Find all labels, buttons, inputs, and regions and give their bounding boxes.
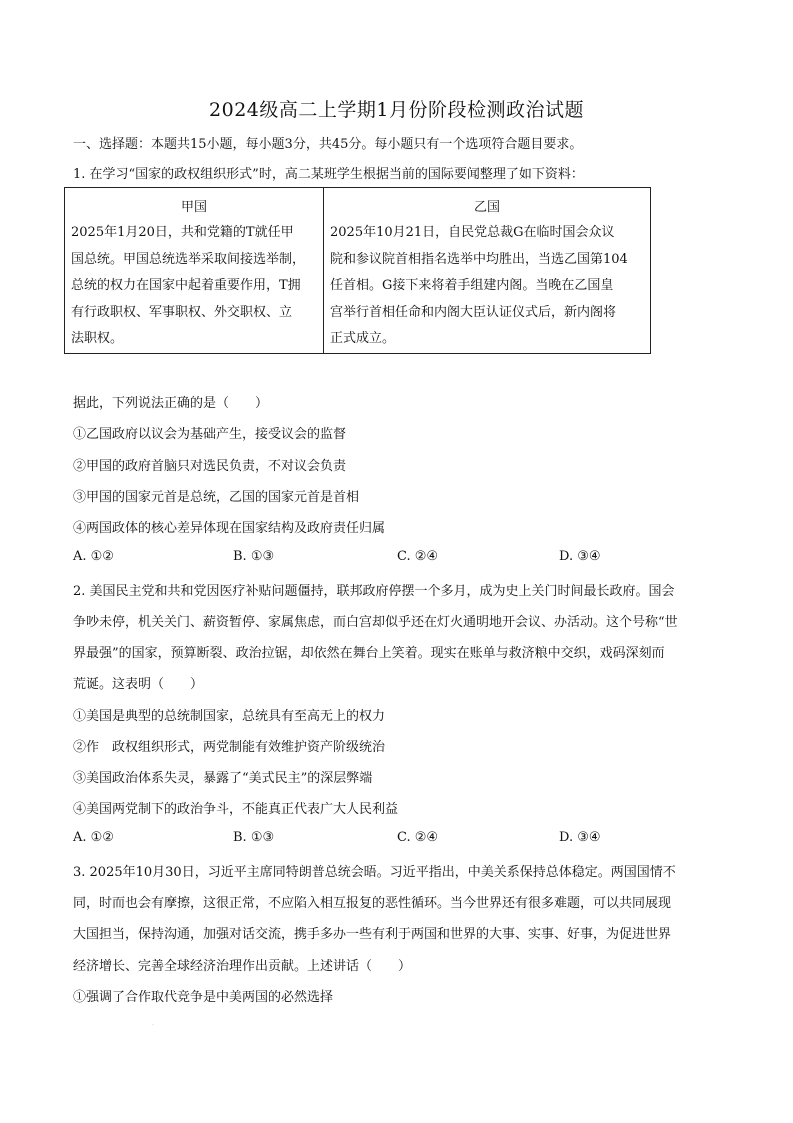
table-text-line: 正式成立。 xyxy=(330,331,396,346)
q2-stem-line: 荒诞。这表明（ ） xyxy=(73,677,204,692)
q2-statement-2: ②作 政权组织形式，两党制能有效维护资产阶级统治 xyxy=(73,740,386,755)
option-d[interactable]: D. ③④ xyxy=(559,549,601,564)
table-text-line: 任首相。G接下来将着手组建内阁。当晚在乙国皇 xyxy=(330,278,614,293)
q1-statement-1: ①乙国政府以议会为基础产生，接受议会的监督 xyxy=(73,427,347,442)
table-text-line: 宫举行首相任命和内阁大臣认证仪式后，新内阁将 xyxy=(330,304,617,320)
option-b[interactable]: B. ①③ xyxy=(233,549,275,564)
q3-stem-line: 经济增长、完善全球经济治理作出贡献。上述讲话（ ） xyxy=(73,959,412,974)
q2-stem-line: 2. 美国民主党和共和党因医疗补贴问题僵持，联邦政府停摆一个多月，成为史上关门时间最长政府。国会 xyxy=(73,584,675,599)
option-a[interactable]: A. ①② xyxy=(73,549,114,564)
table-cell-country-b xyxy=(324,188,651,354)
option-a[interactable]: A. ①② xyxy=(73,830,114,845)
q1-question: 据此，下列说法正确的是（ ） xyxy=(73,396,269,411)
option-d[interactable]: D. ③④ xyxy=(559,830,601,845)
table-text-line: 总统的权力在国家中起着重要作用，T拥 xyxy=(71,278,301,293)
q2-statement-3: ③美国政治体系失灵，暴露了“美式民主”的深层弊端 xyxy=(73,771,373,786)
q2-stem-line: 界最强”的国家，预算断裂、政治拉锯，却依然在舞台上笑着。现实在账单与救济粮中交织，戏码深刻而 xyxy=(73,646,665,661)
option-b[interactable]: B. ①③ xyxy=(233,830,275,845)
q2-statement-1: ①美国是典型的总统制国家，总统具有至高无上的权力 xyxy=(73,709,386,724)
q3-stem-line: 3. 2025年10月30日，习近平主席同特朗普总统会晤。习近平指出，中美关系保持总体稳定。两国国情不 xyxy=(73,865,676,880)
q1-statement-2: ②甲国的政府首脑只对选民负责，不对议会负责 xyxy=(73,459,347,474)
q3-stem-line: 大国担当，保持沟通，加强对话交流，携手多办一些有利于两国和世界的大事、实事、好事，为促进世界 xyxy=(73,927,672,942)
table-header-country-b: 乙国 xyxy=(473,200,500,215)
table-text-line: 2025年10月21日，自民党总裁G在临时国会众议 xyxy=(330,225,615,240)
page-speck: · xyxy=(152,1022,154,1029)
page-title: 2024级高二上学期1月份阶段检测政治试题 xyxy=(209,99,584,121)
table-text-line: 法职权。 xyxy=(71,331,124,346)
option-c[interactable]: C. ②④ xyxy=(397,549,439,564)
q2-stem-line: 争吵未停，机关关门、薪资暂停、家属焦虑，而白宫却似乎还在灯火通明地开会议、办活动。这个号称“世 xyxy=(73,615,678,630)
q3-statement-1: ①强调了合作取代竞争是中美两国的必然选择 xyxy=(73,990,334,1005)
q1-statement-4: ④两国政体的核心差异体现在国家结构及政府责任归属 xyxy=(73,521,386,536)
table-text-line: 国总统。甲国总统选举采取间接选举制， xyxy=(71,251,306,267)
option-c[interactable]: C. ②④ xyxy=(397,830,439,845)
q1-statement-3: ③甲国的国家元首是总统，乙国的国家元首是首相 xyxy=(73,490,360,505)
table-text-line: 2025年1月20日，共和党籍的T就任甲 xyxy=(71,225,294,240)
q1-stem: 1. 在学习“国家的政权组织形式”时，高二某班学生根据当前的国际要闻整理了如下资料： xyxy=(73,167,584,182)
table-header-country-a: 甲国 xyxy=(180,200,207,215)
country-a-description xyxy=(65,220,323,353)
table-cell-country-a xyxy=(65,188,324,354)
table-text-line: 有行政职权、军事职权、外交职权、立 xyxy=(71,304,293,320)
section-header: 一、选择题：本题共15小题，每小题3分，共45分。每小题只有一个选项符合题目要求。 xyxy=(73,137,583,152)
table-text-line: 院和参议院首相指名选举中均胜出，当选乙国第104 xyxy=(330,251,628,267)
country-b-description xyxy=(324,220,650,353)
comparison-table xyxy=(64,187,651,354)
q2-statement-4: ④美国两党制下的政治争斗，不能真正代表广大人民利益 xyxy=(73,802,399,817)
q3-stem-line: 同，时而也会有摩擦，这很正常，不应陷入相互报复的恶性循环。当今世界还有很多难题，可以共同展现 xyxy=(73,896,672,911)
